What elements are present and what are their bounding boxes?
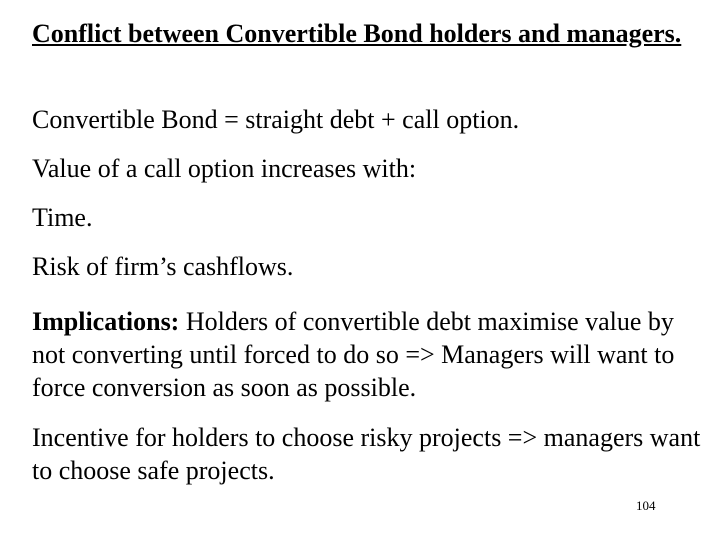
paragraph-risk: Risk of firm’s cashflows. (32, 252, 294, 281)
paragraph-time: Time. (32, 203, 93, 232)
slide-title: Conflict between Convertible Bond holders and managers. (32, 19, 682, 48)
paragraph-convertible-definition: Convertible Bond = straight debt + call option. (32, 105, 520, 134)
implications-text: Holders of convertible debt maximise value by not converting until forced to do so => Managers will want to force conversion as soon as possible. (32, 307, 675, 402)
paragraph-incentive: Incentive for holders to choose risky projects => managers want to choose safe projects. (32, 423, 701, 485)
page-number: 104 (636, 498, 656, 513)
implications-label: Implications: (32, 307, 180, 336)
paragraph-call-option-value: Value of a call option increases with: (32, 154, 417, 183)
paragraph-implications (32, 305, 702, 404)
